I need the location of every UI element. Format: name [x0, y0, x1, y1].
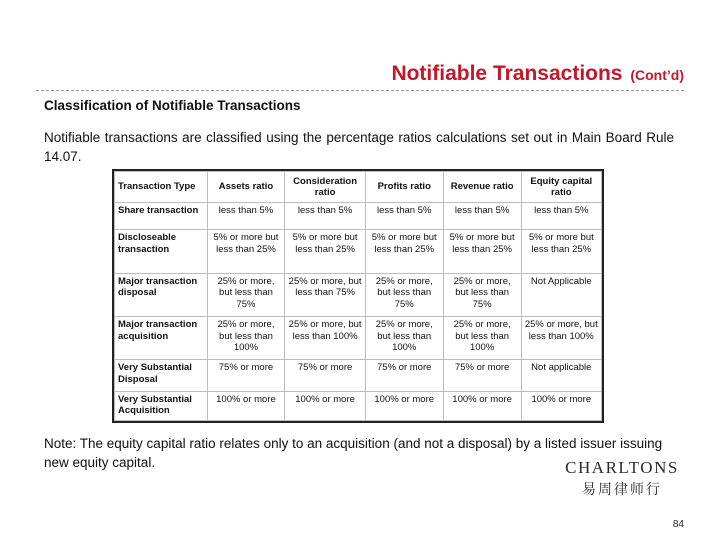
- header-revenue-ratio: Revenue ratio: [443, 172, 521, 203]
- table-cell: less than 5%: [521, 203, 601, 230]
- table-row: [115, 360, 602, 391]
- table-cell: Not Applicable: [521, 273, 601, 316]
- table-cell: 100% or more: [207, 391, 285, 420]
- table-row: [115, 273, 602, 316]
- table-cell: Not applicable: [521, 360, 601, 391]
- table-cell: less than 5%: [207, 203, 285, 230]
- table-cell: less than 5%: [365, 203, 443, 230]
- table-cell: less than 5%: [285, 203, 365, 230]
- table-cell: 100% or more: [365, 391, 443, 420]
- table-cell: 25% or more, but less than 100%: [207, 317, 285, 360]
- table-cell: 75% or more: [207, 360, 285, 391]
- header-profits-ratio: Profits ratio: [365, 172, 443, 203]
- table-cell: 5% or more but less than 25%: [443, 230, 521, 273]
- intro-paragraph: Notifiable transactions are classified using the percentage ratios calculations set out in Main Board Rule 14.07.: [44, 130, 674, 164]
- table-cell: 100% or more: [521, 391, 601, 420]
- section-heading: Classification of Notifiable Transactions: [44, 98, 301, 113]
- title-divider: [36, 90, 684, 91]
- table-cell-type: Share transaction: [115, 203, 208, 230]
- table-cell: 75% or more: [443, 360, 521, 391]
- table-cell: 5% or more but less than 25%: [285, 230, 365, 273]
- table-cell: 25% or more, but less than 75%: [285, 273, 365, 316]
- table-cell: 100% or more: [285, 391, 365, 420]
- logo-name-zh: 易周律师行: [582, 481, 662, 497]
- table-cell: 25% or more, but less than 75%: [207, 273, 285, 316]
- table-cell: 25% or more, but less than 100%: [285, 317, 365, 360]
- table-cell: 25% or more, but less than 100%: [365, 317, 443, 360]
- table-cell-type: Major transaction acquisition: [115, 317, 208, 360]
- table-row: [115, 391, 602, 420]
- table-cell-type: Very Substantial Acquisition: [115, 391, 208, 420]
- slide-title-suffix: (Cont’d): [630, 67, 684, 83]
- table-cell-type: Very Substantial Disposal: [115, 360, 208, 391]
- header-equity-capital-ratio: Equity capital ratio: [521, 172, 601, 203]
- table-cell-type: Discloseable transaction: [115, 230, 208, 273]
- table-cell: 5% or more but less than 25%: [521, 230, 601, 273]
- table-cell: 25% or more, but less than 100%: [521, 317, 601, 360]
- table-cell: 25% or more, but less than 75%: [443, 273, 521, 316]
- footnote: Note: The equity capital ratio relates only to an acquisition (and not a disposal) by a listed issuer issuing new equity capital.: [44, 436, 663, 470]
- table-row: [115, 317, 602, 360]
- table-row: [115, 203, 602, 230]
- table-cell: 25% or more, but less than 75%: [365, 273, 443, 316]
- table-cell: 5% or more but less than 25%: [207, 230, 285, 273]
- table-cell: 75% or more: [285, 360, 365, 391]
- table-cell-type: Major transaction disposal: [115, 273, 208, 316]
- table-cell: 5% or more but less than 25%: [365, 230, 443, 273]
- header-transaction-type: Transaction Type: [115, 172, 208, 203]
- table-row: [115, 230, 602, 273]
- charltons-logo: [562, 458, 682, 499]
- table-header-row: [115, 172, 602, 203]
- table-cell: 75% or more: [365, 360, 443, 391]
- table-cell: 100% or more: [443, 391, 521, 420]
- table-cell: less than 5%: [443, 203, 521, 230]
- logo-name-en: CHARLTONS: [565, 458, 679, 477]
- slide-title-main: Notifiable Transactions: [391, 62, 623, 85]
- page-number: 84: [672, 519, 684, 530]
- classification-table: [112, 169, 604, 423]
- slide-title: [391, 62, 684, 86]
- table-cell: 25% or more, but less than 100%: [443, 317, 521, 360]
- header-assets-ratio: Assets ratio: [207, 172, 285, 203]
- header-consideration-ratio: Consideration ratio: [285, 172, 365, 203]
